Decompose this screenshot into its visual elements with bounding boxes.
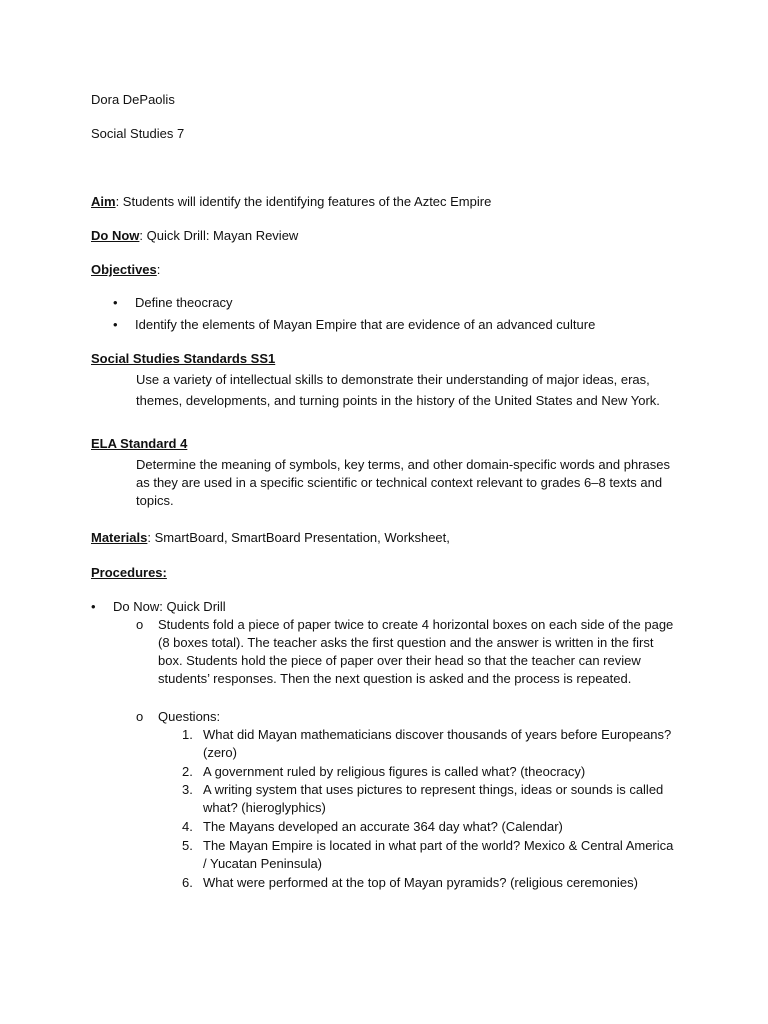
questions-label: Questions: bbox=[158, 709, 221, 724]
aim-text: : Students will identify the identifying features of the Aztec Empire bbox=[115, 194, 492, 209]
list-item bbox=[182, 818, 682, 836]
materials-line bbox=[91, 529, 450, 547]
sub-bullet-icon: o bbox=[136, 617, 144, 632]
question-text: A government ruled by religious figures is called what? (theocracy) bbox=[203, 764, 586, 779]
do-now-line bbox=[91, 227, 298, 245]
list-item bbox=[182, 837, 682, 873]
sub-bullet-icon: o bbox=[136, 709, 144, 724]
question-text: What were performed at the top of Mayan pyramids? (religious ceremonies) bbox=[203, 875, 638, 890]
procedure-step bbox=[91, 598, 226, 616]
procedures-heading: Procedures: bbox=[91, 565, 167, 580]
question-number: 6. bbox=[182, 875, 193, 890]
question-text: A writing system that uses pictures to represent things, ideas or sounds is called what? (hieroglyphics) bbox=[203, 782, 664, 815]
do-now-text: : Quick Drill: Mayan Review bbox=[139, 228, 299, 243]
question-number: 3. bbox=[182, 782, 193, 797]
list-item bbox=[182, 763, 682, 781]
ela-standard-text: Determine the meaning of symbols, key terms, and other domain-specific words and phrases as they are used in a specific scientific or technical context relevant to grades 6–8 texts and topics. bbox=[136, 457, 670, 508]
question-number: 2. bbox=[182, 764, 193, 779]
materials-text: : SmartBoard, SmartBoard Presentation, Worksheet, bbox=[147, 530, 450, 545]
ela-standard-heading: ELA Standard 4 bbox=[91, 436, 188, 451]
bullet-icon: • bbox=[113, 317, 118, 332]
question-text: What did Mayan mathematicians discover thousands of years before Europeans? (zero) bbox=[203, 727, 672, 760]
objective-text: Define theocracy bbox=[135, 295, 233, 310]
list-item bbox=[182, 781, 682, 817]
ss-standard-heading: Social Studies Standards SS1 bbox=[91, 351, 276, 366]
objectives-label: Objectives bbox=[91, 262, 157, 277]
procedure-step-text: Do Now: Quick Drill bbox=[113, 599, 226, 614]
aim-label: Aim bbox=[91, 194, 116, 209]
do-now-label: Do Now bbox=[91, 228, 140, 243]
bullet-icon: • bbox=[91, 599, 96, 614]
objective-text: Identify the elements of Mayan Empire that are evidence of an advanced culture bbox=[135, 317, 596, 332]
materials-label: Materials bbox=[91, 530, 148, 545]
ss-standard-text: Use a variety of intellectual skills to demonstrate their understanding of major ideas, eras, themes, developments, and turning points in the history of the United States and New York. bbox=[136, 372, 660, 408]
objectives-heading bbox=[91, 261, 160, 279]
bullet-icon: • bbox=[113, 295, 118, 310]
objective-item bbox=[113, 316, 595, 334]
question-text: The Mayan Empire is located in what part of the world? Mexico & Central America / Yucatan Peninsula) bbox=[203, 838, 674, 871]
question-number: 1. bbox=[182, 727, 193, 742]
objectives-suffix: : bbox=[156, 262, 161, 277]
procedure-substep-text: Students fold a piece of paper twice to create 4 horizontal boxes on each side of the page (8 boxes total). The teacher asks the first question and the answer is written in the first box. Students hold the piece of paper over their head so that the teacher can review students’ responses. Then the next question is asked and the process is repeated. bbox=[158, 617, 674, 686]
author-name: Dora DePaolis bbox=[91, 92, 175, 107]
class-name: Social Studies 7 bbox=[91, 126, 185, 141]
objective-item bbox=[113, 294, 233, 312]
question-number: 5. bbox=[182, 838, 193, 853]
question-number: 4. bbox=[182, 819, 193, 834]
list-item bbox=[182, 726, 682, 762]
list-item bbox=[182, 874, 682, 892]
question-text: The Mayans developed an accurate 364 day what? (Calendar) bbox=[203, 819, 563, 834]
aim-line bbox=[91, 193, 491, 211]
